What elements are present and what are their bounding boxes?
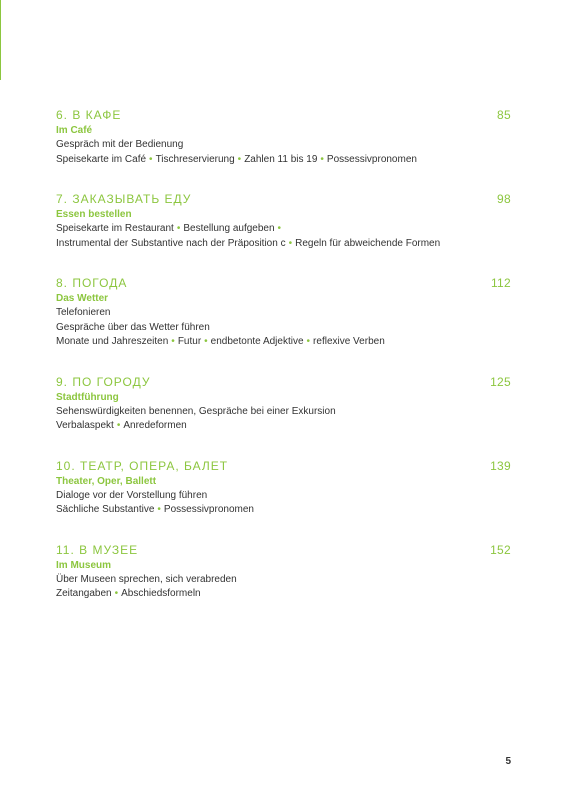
topic-item: Zeitangaben (56, 588, 112, 599)
topic-item: reflexive Verben (313, 336, 385, 347)
bullet-separator: • (171, 336, 175, 347)
chapter-topic-line (56, 335, 511, 350)
chapter-subtitle: Im Museum (56, 559, 112, 571)
topic-item: Über Museen sprechen, sich verabreden (56, 573, 237, 585)
chapter-subtitle: Stadtführung (56, 391, 119, 403)
chapter-topic-line (56, 321, 511, 336)
topic-item: Gespräche über das Wetter führen (56, 321, 210, 333)
chapter-heading (56, 192, 511, 206)
topic-item: Dialoge vor der Vorstellung führen (56, 489, 208, 501)
bullet-separator: • (288, 237, 293, 249)
toc-chapter (56, 108, 511, 167)
chapter-heading (56, 276, 511, 290)
chapter-title[interactable]: 11. В МУЗЕЕ (56, 542, 139, 557)
topic-item: Regeln für abweichende Formen (295, 237, 441, 249)
topic-item: Zahlen 11 bis 19 (244, 153, 318, 165)
topic-item: Possessivpronomen (163, 504, 254, 515)
toc-chapter (56, 459, 511, 518)
chapter-topic-line (56, 503, 511, 518)
topic-item: Speisekarte im Café (56, 153, 147, 165)
bullet-separator: • (204, 336, 208, 347)
toc-chapter (56, 375, 511, 434)
topic-item: Futur (177, 336, 202, 347)
bullet-separator: • (114, 588, 119, 599)
chapter-topic-line (56, 222, 511, 237)
chapter-topic-line (56, 573, 511, 588)
chapter-topic-line (56, 138, 511, 153)
bullet-separator: • (157, 504, 161, 515)
page-edge-mark (0, 0, 1, 80)
chapter-page-number[interactable]: 125 (490, 374, 511, 389)
topic-item: Anredeformen (123, 420, 187, 431)
chapter-subtitle: Essen bestellen (56, 209, 132, 220)
bullet-separator: • (320, 153, 324, 165)
topic-item: Speisekarte im Restaurant (56, 223, 174, 234)
topic-item: Abschiedsformeln (121, 588, 201, 599)
chapter-title[interactable]: 6. В КАФЕ (56, 108, 122, 122)
chapter-topic-line (56, 306, 511, 321)
chapter-page-number[interactable]: 139 (490, 458, 511, 473)
chapter-subtitle: Im Café (56, 125, 93, 136)
topic-item: Tischreservierung (155, 153, 235, 165)
page-number: 5 (505, 756, 511, 767)
toc-chapter (56, 543, 511, 602)
chapter-page-number[interactable]: 112 (490, 276, 511, 290)
topic-item: Bestellung aufgeben (183, 223, 275, 234)
chapter-topic-line (56, 153, 511, 168)
chapter-page-number[interactable]: 152 (490, 542, 511, 557)
topic-item: endbetonte Adjektive (210, 336, 304, 347)
bullet-separator: • (176, 223, 181, 234)
chapter-heading (56, 543, 511, 557)
topic-item: Gespräch mit der Bedienung (56, 139, 184, 150)
chapter-title[interactable]: 8. ПОГОДА (56, 276, 128, 290)
chapter-page-number[interactable]: 85 (497, 108, 511, 122)
chapter-topic-line (56, 237, 511, 252)
topic-item: Verbalaspekt (56, 420, 114, 431)
bullet-separator: • (277, 223, 282, 234)
toc-chapter (56, 276, 511, 350)
bullet-separator: • (306, 336, 311, 347)
topic-item: Instrumental der Substantive nach der Präposition с (56, 237, 286, 249)
topic-item: Monate und Jahreszeiten (56, 336, 169, 347)
chapter-title[interactable]: 9. ПО ГОРОДУ (56, 374, 151, 389)
chapter-topic-line (56, 419, 511, 434)
chapter-title[interactable]: 10. ТЕАТР, ОПЕРА, БАЛЕТ (56, 458, 229, 473)
chapter-title[interactable]: 7. ЗАКАЗЫВАТЬ ЕДУ (56, 192, 192, 206)
chapter-topic-line (56, 489, 511, 504)
chapter-heading (56, 375, 511, 389)
chapter-heading (56, 459, 511, 473)
chapter-heading (56, 108, 511, 122)
toc-chapter (56, 192, 511, 251)
chapter-subtitle: Das Wetter (56, 293, 109, 304)
bullet-separator: • (116, 420, 121, 431)
topic-item: Sächliche Substantive (56, 504, 155, 515)
table-of-contents (56, 108, 511, 602)
chapter-topic-line (56, 587, 511, 602)
bullet-separator: • (237, 153, 242, 165)
topic-item: Possessivpronomen (326, 153, 417, 165)
chapter-page-number[interactable]: 98 (497, 192, 511, 206)
topic-item: Telefonieren (56, 307, 111, 318)
chapter-subtitle: Theater, Oper, Ballett (56, 475, 157, 487)
topic-item: Sehenswürdigkeiten benennen, Gespräche bei einer Exkursion (56, 405, 336, 417)
bullet-separator: • (149, 153, 153, 165)
chapter-topic-line (56, 405, 511, 420)
